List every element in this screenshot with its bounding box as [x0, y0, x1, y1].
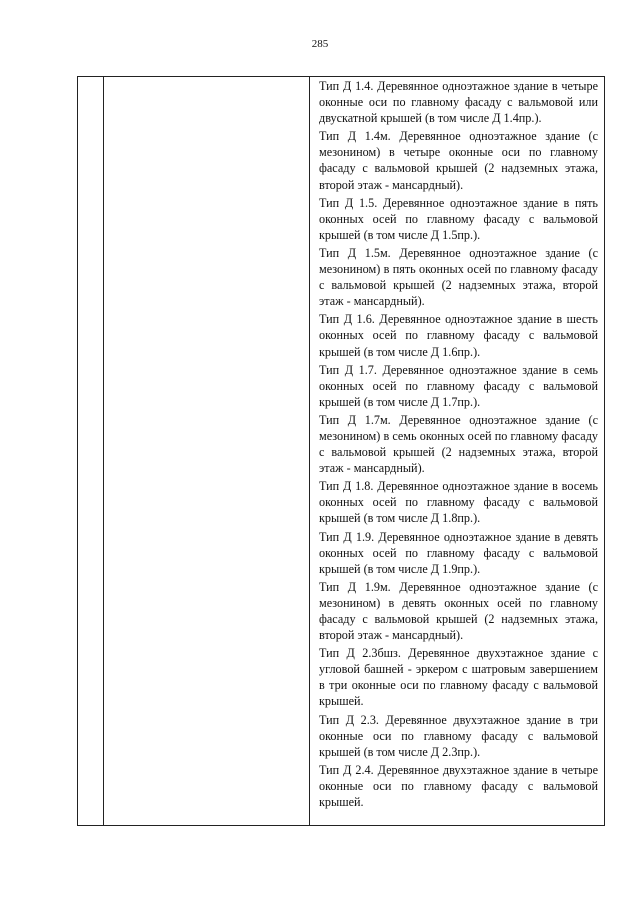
type-entry: Тип Д 1.5м. Деревянное одноэтажное здание (с мезонином) в пять оконных осей по главному фасаду с вальмовой крышей (2 надземных этажа, второй этаж - мансардный). [319, 245, 598, 309]
type-entry: Тип Д 2.4. Деревянное двухэтажное здание в четыре оконные оси по главному фасаду с вальмовой крышей. [319, 762, 598, 810]
type-entry: Тип Д 1.8. Деревянное одноэтажное здание в восемь оконных осей по главному фасаду с вальмовой крышей (в том числе Д 1.8пр.). [319, 479, 598, 526]
type-entry: Тип Д 1.6. Деревянное одноэтажное здание в шесть оконных осей по главному фасаду с вальмовой крышей (в том числе Д 1.6пр.). [319, 312, 598, 359]
type-entry: Тип Д 1.9. Деревянное одноэтажное здание в девять оконных осей по главному фасаду с вальмовой крышей (в том числе Д 1.9пр.). [319, 529, 598, 576]
type-entry: Тип Д 1.9м. Деревянное одноэтажное здание (с мезонином) в девять оконных осей по главному фасаду с вальмовой крышей (2 надземных этажа, второй этаж - мансардный). [319, 579, 598, 643]
building-types-table [77, 76, 605, 826]
type-entry: Тип Д 2.3. Деревянное двухэтажное здание в три оконные оси по главному фасаду с вальмовой крышей (в том числе Д 2.3пр.). [319, 712, 598, 759]
type-entry: Тип Д 1.7. Деревянное одноэтажное здание в семь оконных осей по главному фасаду с вальмовой крышей (в том числе Д 1.7пр.). [319, 362, 598, 409]
table-column-number [78, 77, 104, 825]
page-number: 285 [311, 38, 329, 50]
type-entry: Тип Д 1.4м. Деревянное одноэтажное здание (с мезонином) в четыре оконные оси по главному фасаду с вальмовой крышей (2 надземных этажа, второй этаж - мансардный). [319, 129, 598, 192]
table-column-name [104, 77, 310, 825]
type-entry: Тип Д 2.3бшз. Деревянное двухэтажное здание с угловой башней - эркером с шатровым завершением в три оконные оси по главному фасаду с вальмовой крышей. [319, 646, 598, 709]
type-entry: Тип Д 1.7м. Деревянное одноэтажное здание (с мезонином) в семь оконных осей по главному фасаду с вальмовой крышей (2 надземных этажа, второй этаж - мансардный). [319, 412, 598, 476]
type-entry: Тип Д 1.4. Деревянное одноэтажное здание в четыре оконные оси по главному фасаду с вальмовой или двускатной крышей (в том числе Д 1.4пр.). [319, 79, 598, 126]
table-column-types [310, 77, 604, 825]
type-entry: Тип Д 1.5. Деревянное одноэтажное здание в пять оконных осей по главному фасаду с вальмовой крышей (в том числе Д 1.5пр.). [319, 195, 598, 242]
